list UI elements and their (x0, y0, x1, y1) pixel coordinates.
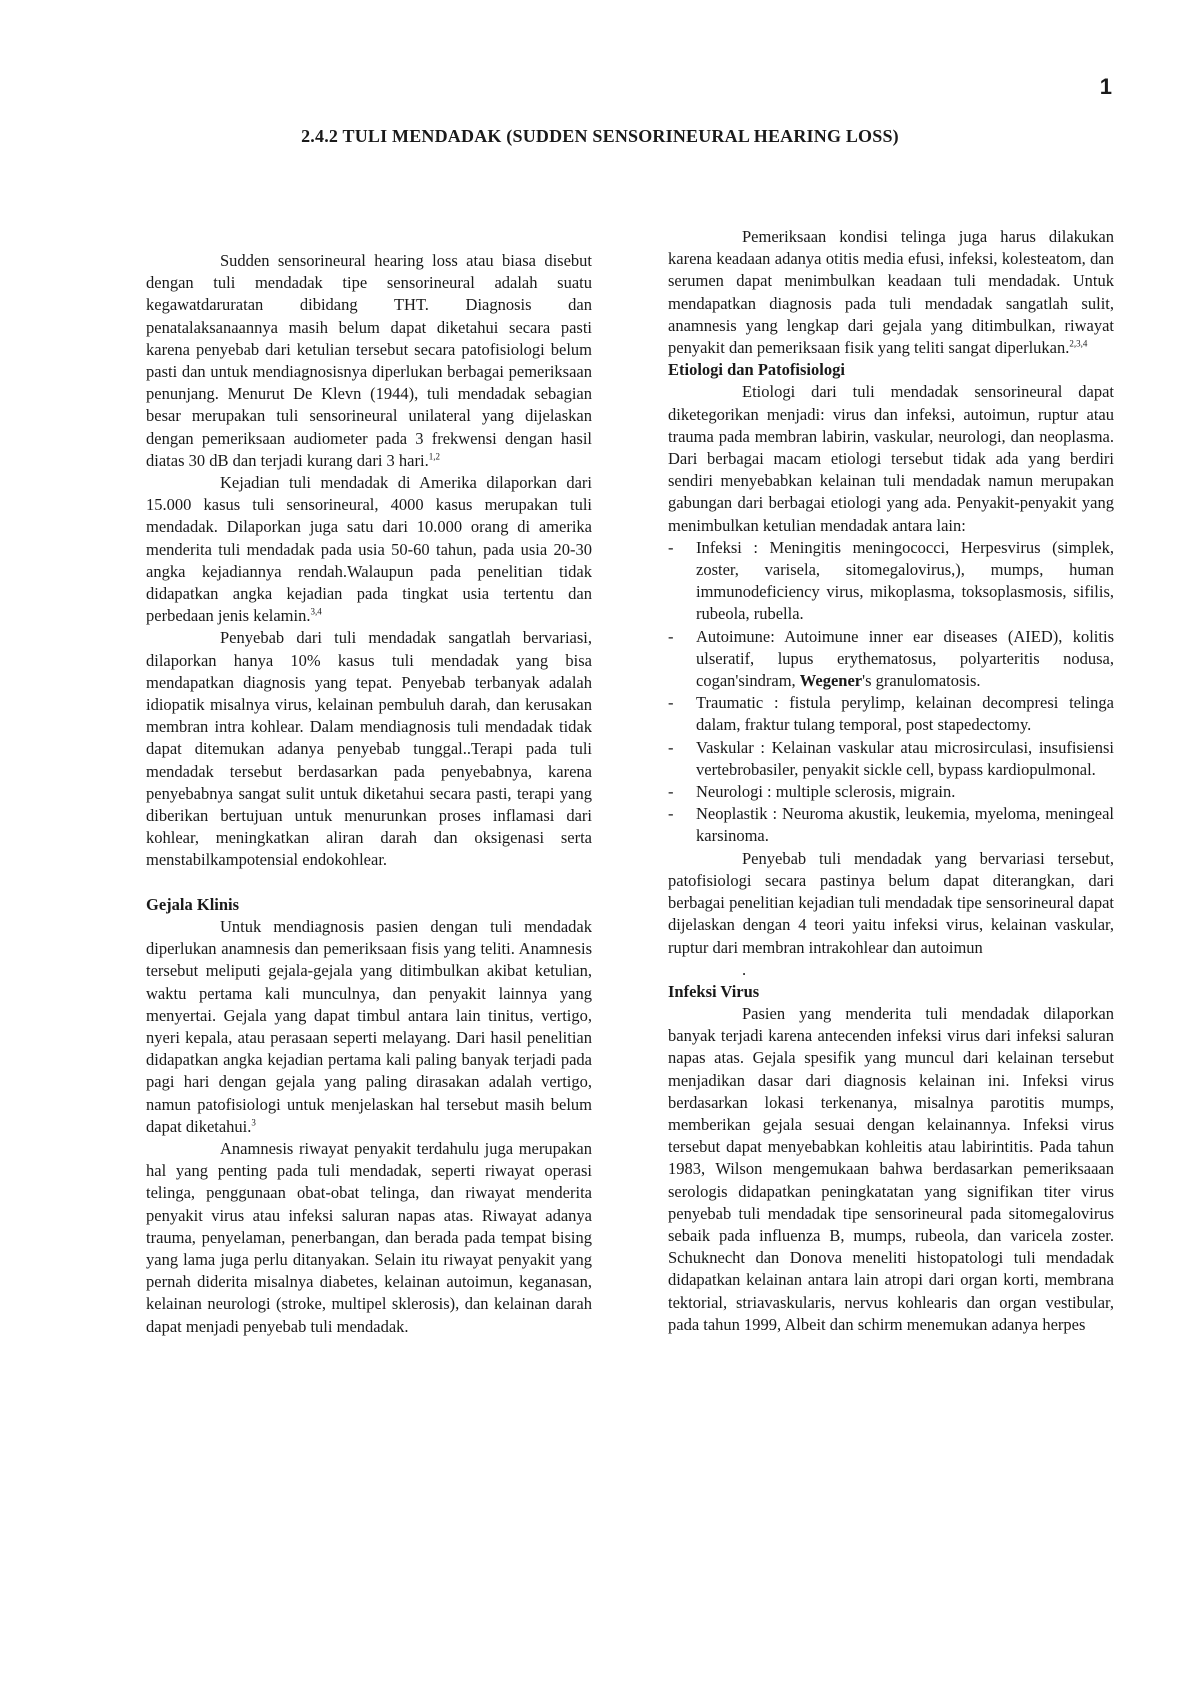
paragraph-incidence: Kejadian tuli mendadak di Amerika dilaporkan dari 15.000 kasus tuli sensorineural, 4000 kasus merupakan tuli mendadak. Dilaporkan juga satu dari 10.000 orang di amerika menderita tuli mendadak pada usia 50-60 tahun, pada usia 20-30 angka kejadiannya rendah.Walaupun pada penelitian tidak didapatkan angka kejadian pada tingkat usia tertentu dan perbedaan jenis kelamin.$^{3,4}$ (146, 473, 592, 626)
paragraph-anamnesis: Untuk mendiagnosis pasien dengan tuli mendadak diperlukan anamnesis dan pemeriksaan fisis yang teliti. Anamnesis tersebut meliputi gejala-gejala yang ditimbulkan akibat ketulian, waktu pertama kali munculnya, dan penyakit lainnya yang menyertai. Gejala yang dapat timbul antara lain tinitus, vertigo, nyeri kepala, atau perasaan seperti melayang. Dari hasil penelitian didapatkan angka kejadian pertama kali paling banyak terjadi pada pagi hari dengan gejala yang paling dirasakan adalah vertigo, namun patofisiologi untuk menjelaskan hal tersebut masih belum dapat diketahui.$^3$ (146, 916, 592, 1136)
paragraph-pathophysiology: Penyebab tuli mendadak yang bervariasi tersebut, patofisiologi secara pastinya belum dapat diterangkan, dari berbagai penelitian kejadian tuli mendadak tipe sensorineural dapat dijelaskan dengan 4 teori yaitu infeksi virus, kelainan vaskular, ruptur dari membran intrakohlear dan autoimun (668, 848, 1114, 957)
page-number: 1 (1099, 74, 1112, 99)
citation-ref: 3 (251, 1117, 256, 1128)
list-item: - Neoplastik : Neuroma akustik, leukemia, myeloma, meningeal karsinoma. (668, 804, 1114, 846)
list-item: - Traumatic : fistula perylimp, kelainan decompresi telinga dalam, fraktur tulang temporal, post stapedectomy. (668, 693, 1114, 735)
heading-infeksi-virus: Infeksi Virus (668, 981, 760, 1001)
paragraph-causes: Penyebab dari tuli mendadak sangatlah bervariasi, dilaporkan hanya 10% kasus tuli mendadak yang bisa mendapatkan diagnosis yang tepat. Penyebab terbanyak adalah idiopatik misalnya virus, kelainan pembuluh darah, dan kerusakan membran intra kohlear. Dalam mendiagnosis tuli mendadak tidak dapat ditemukan adanya penyebab tunggal..Terapi pada tuli mendadak tersebut berdasarkan pada penyebabnya, karena penyebabnya sangat sulit untuk diketahui secara pasti, terapi yang diberikan bertujuan untuk menurunkan proses inflamasi dari kohlear, meningkatkan aliran darah dan oksigenasi serta menstabilkampotensial endokohlear. (146, 628, 592, 870)
citation-ref: 3,4 (310, 606, 322, 617)
document-title: 2.4.2 TULI MENDADAK (SUDDEN SENSORINEURAL HEARING LOSS) (301, 126, 899, 146)
left-column (146, 250, 592, 1338)
list-item: - Neurologi : multiple sclerosis, migrain. (668, 782, 956, 802)
heading-gejala-klinis: Gejala Klinis (146, 894, 240, 914)
causes-list (668, 537, 1114, 848)
paragraph-intro: Sudden sensorineural hearing loss atau biasa disebut dengan tuli mendadak tipe sensorineural adalah suatu kegawatdaruratan dibidang THT. Diagnosis dan penatalaksanaannya masih belum dapat diketahui secara pasti karena penyebab dari ketulian tersebut secara patofisiologi belum pasti dan untuk mendiagnosisnya diperlukan berbagai pemeriksaan penunjang. Menurut De Klevn (1944), tuli mendadak sebagian besar merupakan tuli sensorineural unilateral yang dijelaskan dengan pemeriksaan audiometer pada 3 frekwensi dengan hasil diatas 30 dB dan terjadi kurang dari 3 hari.$^{1,2}$ (146, 251, 592, 470)
heading-etiologi: Etiologi dan Patofisiologi (668, 360, 845, 380)
citation-ref: 2,3,4 (1069, 338, 1088, 349)
list-item: - Autoimune: Autoimune inner ear diseases (AIED), kolitis ulseratif, lupus erythematosus, polyarteritis nodusa, cogan'sindram, Wegener's granulomatosis. (668, 626, 1114, 691)
citation-ref: 1,2 (428, 451, 440, 462)
right-column (668, 226, 1114, 1336)
paragraph-examination: Pemeriksaan kondisi telinga juga harus dilakukan karena keadaan adanya otitis media efusi, infeksi, kolesteatom, dan serumen dapat menimbulkan keadaan tuli mendadak. Untuk mendapatkan diagnosis pada tuli mendadak sangatlah sulit, anamnesis yang lengkap dari gejala yang ditimbulkan, riwayat penyakit dan pemeriksaan fisik yang teliti sangat diperlukan.$^{2,3,4}$ (668, 227, 1114, 358)
paragraph-history: Anamnesis riwayat penyakit terdahulu juga merupakan hal yang penting pada tuli mendadak, seperti riwayat operasi telinga, penggunaan obat-obat telinga, dan riwayat menderita penyakit virus atau infeksi saluran napas atas. Riwayat adanya trauma, penyelaman, penerbangan, dan berada pada tempat bising yang lama juga perlu ditanyakan. Selain itu riwayat penyakit yang pernah diderita misalnya diabetes, kelainan autoimun, keganasan, kelainan neurologi (stroke, multipel sklerosis), dan kelainan darah dapat menjadi penyebab tuli mendadak. (146, 1138, 592, 1336)
paragraph-etiology: Etiologi dari tuli mendadak sensorineural dapat diketegorikan menjadi: virus dan infeksi, autoimun, ruptur atau trauma pada membran labirin, vaskular, neurologi, dan neoplasma. Dari berbagai macam etiologi tersebut tidak ada yang berdiri sendiri menyebabkan kelainan tuli mendadak namun merupakan gabungan dari berbagai etiologi yang ada. Penyakit-penyakit yang menimbulkan ketulian mendadak antara lain: (668, 382, 1114, 535)
stray-dot: . (742, 959, 747, 979)
list-item: - Infeksi : Meningitis meningococci, Herpesvirus (simplek, zoster, varisela, sitomegalovirus,), mumps, human immunodeficiency virus, mikoplasma, toksoplasmosis, sifilis, rubeola, rubella. (668, 537, 1114, 624)
list-item: - Vaskular : Kelainan vaskular atau microsirculasi, insufisiensi vertebrobasiler, penyakit sickle cell, bypass kardiopulmonal. (668, 737, 1114, 779)
paragraph-viral-infection: Pasien yang menderita tuli mendadak dilaporkan banyak terjadi karena antecenden infeksi virus dari infeksi saluran napas atas. Gejala spesifik yang muncul dari kelainan tersebut menjadikan dasar dari diagnosis kelainan ini. Infeksi virus berdasarkan lokasi terkenanya, misalnya parotitis mumps, memberikan gejala sesuai dengan kelainannya. Infeksi virus tersebut dapat menyebabkan kohleitis atau labirintitis. Pada tahun 1983, Wilson mengemukaan bahwa berdasarkan pemeriksaaan serologis didapatkan peningkatatan yang signifikan titer virus penyebab tuli mendadak tipe sensorineural pada sitomegalovirus sebaik pada influenza B, mumps, rubeola, dan varicela zoster. Schuknecht dan Donova meneliti histopatologi tuli mendadak didapatkan kelainan antara lain atropi dari organ korti, membrana tektorial, striavaskularis, nervus kohlearis dan organ vestibular, pada tahun 1999, Albeit dan schirm menemukan adanya herpes (668, 1003, 1114, 1334)
